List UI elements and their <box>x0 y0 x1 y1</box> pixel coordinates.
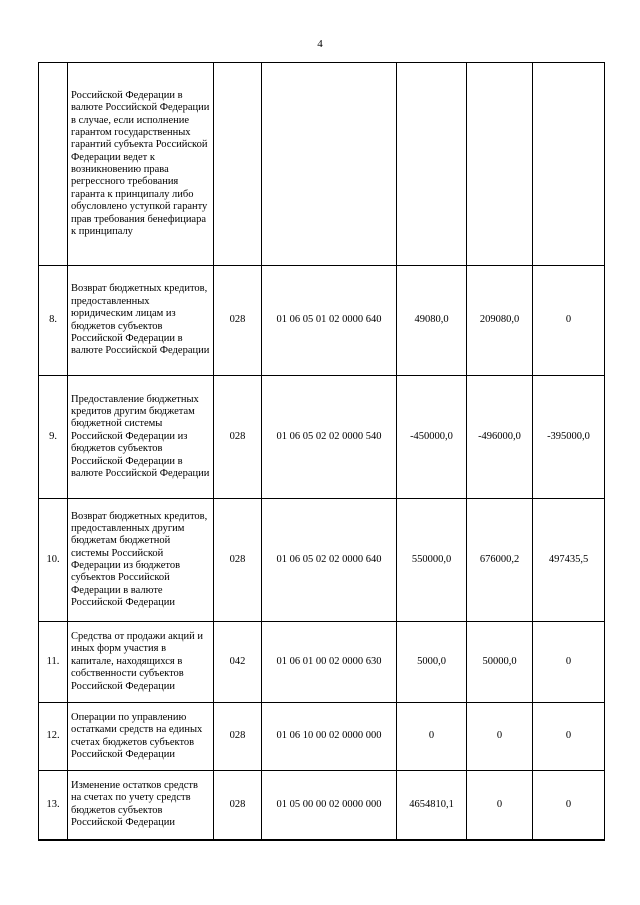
value-year-1: -450000,0 <box>397 376 467 499</box>
value-year-3 <box>533 63 605 266</box>
table-row <box>39 499 605 622</box>
admin-code: 028 <box>214 499 262 622</box>
page-number: 4 <box>317 38 323 50</box>
row-description: Изменение остатков средств на счетах по учету средств бюджетов субъектов Российской Федерации <box>68 771 214 840</box>
admin-code: 028 <box>214 703 262 771</box>
table-row <box>39 622 605 703</box>
row-description: Предоставление бюджетных кредитов другим бюджетам бюджетной системы Российской Федерации из бюджетов субъектов Российской Федерации в валюте Российской Федерации <box>68 376 214 499</box>
budget-sources-table <box>38 62 605 841</box>
table-row <box>39 376 605 499</box>
value-year-1: 5000,0 <box>397 622 467 703</box>
admin-code: 028 <box>214 266 262 376</box>
row-description: Средства от продажи акций и иных форм участия в капитале, находящихся в собственности субъектов Российской Федерации <box>68 622 214 703</box>
budget-classification-code: 01 06 05 01 02 0000 640 <box>262 266 397 376</box>
value-year-1: 0 <box>397 703 467 771</box>
value-year-2: 209080,0 <box>467 266 533 376</box>
table-row <box>39 703 605 771</box>
row-number: 9. <box>39 376 68 499</box>
row-number: 11. <box>39 622 68 703</box>
value-year-3: 497435,5 <box>533 499 605 622</box>
value-year-1: 550000,0 <box>397 499 467 622</box>
row-number <box>39 63 68 266</box>
value-year-2: 50000,0 <box>467 622 533 703</box>
row-description: Российской Федерации в валюте Российской Федерации в случае, если исполнение гарантом государственных гарантий субъекта Российской Федерации ведет к возникновению права регрессного требования гаранта к принципалу либо обусловлено уступкой гаранту прав требования бенефициара к принципалу <box>68 63 214 266</box>
budget-classification-code: 01 05 00 00 02 0000 000 <box>262 771 397 840</box>
row-number: 10. <box>39 499 68 622</box>
value-year-3: 0 <box>533 266 605 376</box>
table-row <box>39 63 605 266</box>
value-year-3: 0 <box>533 771 605 840</box>
budget-classification-code: 01 06 05 02 02 0000 640 <box>262 499 397 622</box>
value-year-3: 0 <box>533 622 605 703</box>
value-year-2: 676000,2 <box>467 499 533 622</box>
admin-code: 042 <box>214 622 262 703</box>
row-number: 8. <box>39 266 68 376</box>
table-row <box>39 266 605 376</box>
budget-classification-code: 01 06 05 02 02 0000 540 <box>262 376 397 499</box>
budget-classification-code: 01 06 01 00 02 0000 630 <box>262 622 397 703</box>
value-year-2: 0 <box>467 703 533 771</box>
value-year-1 <box>397 63 467 266</box>
row-number: 12. <box>39 703 68 771</box>
table-row <box>39 771 605 840</box>
row-description: Возврат бюджетных кредитов, предоставленных другим бюджетам бюджетной системы Российской Федерации из бюджетов субъектов Российской Федерации в валюте Российской Федерации <box>68 499 214 622</box>
admin-code: 028 <box>214 771 262 840</box>
value-year-1: 4654810,1 <box>397 771 467 840</box>
value-year-2 <box>467 63 533 266</box>
row-number: 13. <box>39 771 68 840</box>
budget-classification-code <box>262 63 397 266</box>
value-year-3: -395000,0 <box>533 376 605 499</box>
value-year-1: 49080,0 <box>397 266 467 376</box>
value-year-2: 0 <box>467 771 533 840</box>
value-year-2: -496000,0 <box>467 376 533 499</box>
row-description: Возврат бюджетных кредитов, предоставленных юридическим лицам из бюджетов субъектов Российской Федерации в валюте Российской Федерации <box>68 266 214 376</box>
admin-code: 028 <box>214 376 262 499</box>
budget-classification-code: 01 06 10 00 02 0000 000 <box>262 703 397 771</box>
value-year-3: 0 <box>533 703 605 771</box>
row-description: Операции по управлению остатками средств на единых счетах бюджетов субъектов Российской Федерации <box>68 703 214 771</box>
admin-code <box>214 63 262 266</box>
